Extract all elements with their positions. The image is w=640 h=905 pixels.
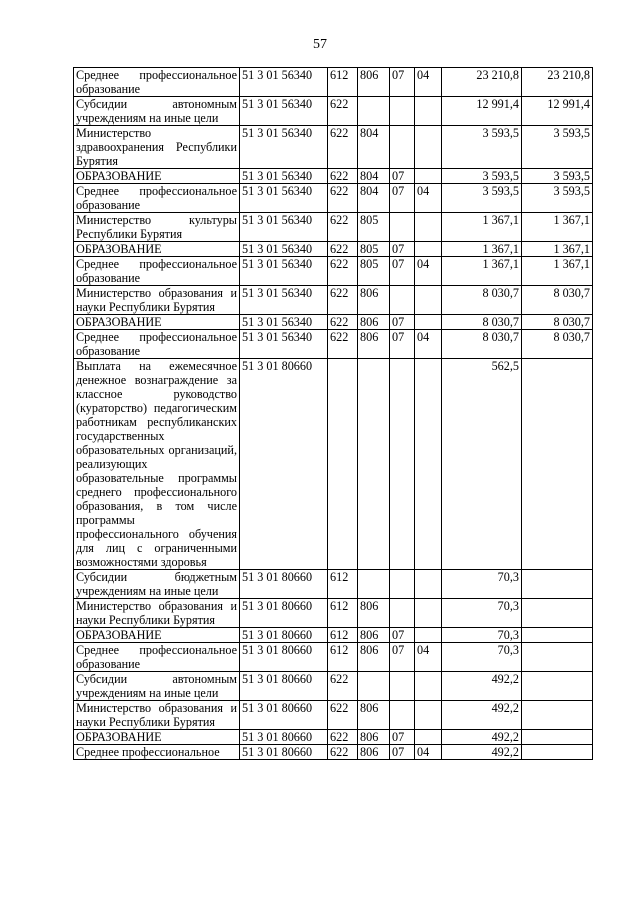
cell-subsection: [415, 359, 442, 570]
cell-name: ОБРАЗОВАНИЕ: [74, 628, 240, 643]
table-row: [74, 169, 593, 184]
cell-amount-2: [522, 672, 593, 701]
cell-grbs: 806: [358, 286, 390, 315]
table-row: [74, 257, 593, 286]
cell-amount-2: [522, 730, 593, 745]
cell-grbs: 806: [358, 68, 390, 97]
cell-section: 07: [390, 330, 415, 359]
cell-name: ОБРАЗОВАНИЕ: [74, 315, 240, 330]
cell-section: [390, 599, 415, 628]
cell-amount-1: 1 367,1: [442, 242, 522, 257]
cell-grbs: 805: [358, 257, 390, 286]
cell-amount-2: 1 367,1: [522, 213, 593, 242]
cell-section: 07: [390, 184, 415, 213]
cell-subsection: [415, 730, 442, 745]
cell-name: Субсидии автономным учреждениям на иные цели: [74, 672, 240, 701]
cell-name: Министерство образования и науки Республики Бурятия: [74, 701, 240, 730]
cell-target-article: 51 3 01 56340: [240, 315, 328, 330]
table-row: [74, 315, 593, 330]
table-row: [74, 213, 593, 242]
table-row: [74, 330, 593, 359]
cell-expense-type: 622: [328, 242, 358, 257]
cell-target-article: 51 3 01 56340: [240, 242, 328, 257]
cell-amount-2: 8 030,7: [522, 330, 593, 359]
cell-target-article: 51 3 01 56340: [240, 213, 328, 242]
cell-section: [390, 672, 415, 701]
cell-grbs: [358, 359, 390, 570]
cell-expense-type: 622: [328, 257, 358, 286]
cell-amount-2: 1 367,1: [522, 242, 593, 257]
cell-amount-2: 3 593,5: [522, 169, 593, 184]
cell-grbs: 806: [358, 730, 390, 745]
cell-grbs: [358, 672, 390, 701]
cell-target-article: 51 3 01 80660: [240, 643, 328, 672]
cell-expense-type: 622: [328, 745, 358, 760]
cell-amount-1: 70,3: [442, 628, 522, 643]
table-row: [74, 286, 593, 315]
cell-grbs: 806: [358, 315, 390, 330]
cell-amount-1: 8 030,7: [442, 286, 522, 315]
cell-subsection: 04: [415, 330, 442, 359]
cell-section: [390, 286, 415, 315]
cell-section: 07: [390, 730, 415, 745]
table-row: [74, 701, 593, 730]
cell-grbs: [358, 570, 390, 599]
cell-amount-2: [522, 570, 593, 599]
cell-name: Субсидии автономным учреждениям на иные цели: [74, 97, 240, 126]
cell-target-article: 51 3 01 80660: [240, 570, 328, 599]
cell-target-article: 51 3 01 80660: [240, 628, 328, 643]
cell-grbs: 806: [358, 701, 390, 730]
cell-amount-1: 8 030,7: [442, 315, 522, 330]
page-number: 57: [313, 37, 327, 52]
cell-amount-2: 8 030,7: [522, 286, 593, 315]
cell-grbs: 804: [358, 184, 390, 213]
cell-section: 07: [390, 169, 415, 184]
cell-target-article: 51 3 01 56340: [240, 169, 328, 184]
cell-expense-type: 622: [328, 330, 358, 359]
cell-target-article: 51 3 01 80660: [240, 359, 328, 570]
table-row: [74, 126, 593, 169]
table-row: [74, 359, 593, 570]
cell-target-article: 51 3 01 56340: [240, 286, 328, 315]
cell-section: 07: [390, 242, 415, 257]
cell-section: 07: [390, 745, 415, 760]
cell-name: Среднее профессиональное образование: [74, 68, 240, 97]
cell-name: Среднее профессиональное образование: [74, 184, 240, 213]
table-row: [74, 97, 593, 126]
cell-amount-1: 492,2: [442, 672, 522, 701]
cell-expense-type: 622: [328, 286, 358, 315]
cell-amount-1: 1 367,1: [442, 257, 522, 286]
budget-table-body: [74, 68, 593, 760]
cell-expense-type: 622: [328, 97, 358, 126]
cell-name: Среднее профессиональное образование: [74, 330, 240, 359]
cell-target-article: 51 3 01 56340: [240, 257, 328, 286]
cell-subsection: [415, 599, 442, 628]
cell-name: Среднее профессиональное образование: [74, 257, 240, 286]
cell-expense-type: 622: [328, 730, 358, 745]
cell-subsection: [415, 97, 442, 126]
cell-target-article: 51 3 01 56340: [240, 184, 328, 213]
cell-target-article: 51 3 01 56340: [240, 97, 328, 126]
cell-grbs: 806: [358, 643, 390, 672]
cell-section: [390, 213, 415, 242]
cell-amount-1: 492,2: [442, 701, 522, 730]
cell-amount-1: 8 030,7: [442, 330, 522, 359]
cell-expense-type: 622: [328, 672, 358, 701]
cell-grbs: 806: [358, 628, 390, 643]
table-row: [74, 628, 593, 643]
cell-amount-1: 3 593,5: [442, 169, 522, 184]
cell-amount-1: 3 593,5: [442, 126, 522, 169]
cell-expense-type: 622: [328, 315, 358, 330]
cell-section: [390, 359, 415, 570]
cell-subsection: [415, 628, 442, 643]
cell-expense-type: 622: [328, 184, 358, 213]
cell-amount-2: [522, 643, 593, 672]
cell-amount-1: 23 210,8: [442, 68, 522, 97]
cell-subsection: 04: [415, 257, 442, 286]
cell-name: ОБРАЗОВАНИЕ: [74, 242, 240, 257]
cell-subsection: [415, 701, 442, 730]
cell-expense-type: 622: [328, 213, 358, 242]
cell-grbs: 805: [358, 213, 390, 242]
cell-grbs: 804: [358, 126, 390, 169]
cell-subsection: 04: [415, 643, 442, 672]
cell-amount-2: 23 210,8: [522, 68, 593, 97]
cell-expense-type: 622: [328, 169, 358, 184]
cell-target-article: 51 3 01 80660: [240, 599, 328, 628]
cell-amount-2: 12 991,4: [522, 97, 593, 126]
table-row: [74, 184, 593, 213]
cell-expense-type: 612: [328, 570, 358, 599]
table-row: [74, 68, 593, 97]
budget-table: [73, 67, 593, 760]
cell-grbs: 804: [358, 169, 390, 184]
cell-name: Среднее профессиональное: [74, 745, 240, 760]
cell-amount-1: 70,3: [442, 570, 522, 599]
cell-subsection: 04: [415, 68, 442, 97]
cell-section: [390, 97, 415, 126]
cell-section: [390, 701, 415, 730]
cell-section: [390, 126, 415, 169]
cell-amount-1: 492,2: [442, 745, 522, 760]
cell-grbs: 806: [358, 599, 390, 628]
cell-amount-1: 70,3: [442, 643, 522, 672]
cell-section: 07: [390, 643, 415, 672]
cell-grbs: [358, 97, 390, 126]
table-row: [74, 643, 593, 672]
cell-amount-1: 492,2: [442, 730, 522, 745]
cell-amount-1: 1 367,1: [442, 213, 522, 242]
table-row: [74, 730, 593, 745]
cell-amount-2: 8 030,7: [522, 315, 593, 330]
cell-subsection: 04: [415, 184, 442, 213]
cell-subsection: [415, 315, 442, 330]
cell-expense-type: 612: [328, 599, 358, 628]
table-row: [74, 599, 593, 628]
cell-name: Министерство культуры Республики Бурятия: [74, 213, 240, 242]
cell-amount-2: 1 367,1: [522, 257, 593, 286]
cell-target-article: 51 3 01 80660: [240, 701, 328, 730]
cell-target-article: 51 3 01 56340: [240, 330, 328, 359]
cell-name: ОБРАЗОВАНИЕ: [74, 169, 240, 184]
cell-section: 07: [390, 628, 415, 643]
cell-expense-type: 612: [328, 628, 358, 643]
cell-target-article: 51 3 01 56340: [240, 68, 328, 97]
cell-section: 07: [390, 315, 415, 330]
cell-name: Выплата на ежемесячное денежное вознаграждение за классное руководство (кураторство) педагогическим работникам республиканских государственных образовательных организаций, реализующих образовательные программы среднего профессионального образования, в том числе программы профессионального обучения для лиц с ограниченными возможностями здоровья: [74, 359, 240, 570]
cell-target-article: 51 3 01 80660: [240, 745, 328, 760]
cell-target-article: 51 3 01 80660: [240, 672, 328, 701]
cell-name: ОБРАЗОВАНИЕ: [74, 730, 240, 745]
cell-name: Министерство образования и науки Республики Бурятия: [74, 286, 240, 315]
cell-grbs: 805: [358, 242, 390, 257]
cell-subsection: [415, 169, 442, 184]
cell-subsection: [415, 242, 442, 257]
cell-amount-2: 3 593,5: [522, 184, 593, 213]
table-row: [74, 242, 593, 257]
cell-section: 07: [390, 257, 415, 286]
table-row: [74, 745, 593, 760]
cell-subsection: [415, 286, 442, 315]
cell-subsection: [415, 570, 442, 599]
cell-amount-2: [522, 701, 593, 730]
cell-target-article: 51 3 01 56340: [240, 126, 328, 169]
table-row: [74, 672, 593, 701]
cell-expense-type: [328, 359, 358, 570]
cell-expense-type: 622: [328, 126, 358, 169]
table-row: [74, 570, 593, 599]
cell-expense-type: 622: [328, 701, 358, 730]
cell-grbs: 806: [358, 745, 390, 760]
cell-name: Среднее профессиональное образование: [74, 643, 240, 672]
cell-amount-1: 3 593,5: [442, 184, 522, 213]
cell-grbs: 806: [358, 330, 390, 359]
cell-subsection: [415, 672, 442, 701]
cell-name: Министерство образования и науки Республики Бурятия: [74, 599, 240, 628]
cell-amount-1: 562,5: [442, 359, 522, 570]
cell-section: [390, 570, 415, 599]
cell-amount-2: [522, 359, 593, 570]
cell-name: Субсидии бюджетным учреждениям на иные цели: [74, 570, 240, 599]
cell-amount-2: [522, 745, 593, 760]
cell-amount-2: [522, 599, 593, 628]
cell-section: 07: [390, 68, 415, 97]
cell-name: Министерство здравоохранения Республики Бурятия: [74, 126, 240, 169]
cell-subsection: 04: [415, 745, 442, 760]
cell-subsection: [415, 126, 442, 169]
cell-expense-type: 612: [328, 643, 358, 672]
cell-target-article: 51 3 01 80660: [240, 730, 328, 745]
cell-subsection: [415, 213, 442, 242]
cell-amount-1: 70,3: [442, 599, 522, 628]
cell-amount-2: 3 593,5: [522, 126, 593, 169]
cell-expense-type: 612: [328, 68, 358, 97]
cell-amount-2: [522, 628, 593, 643]
cell-amount-1: 12 991,4: [442, 97, 522, 126]
